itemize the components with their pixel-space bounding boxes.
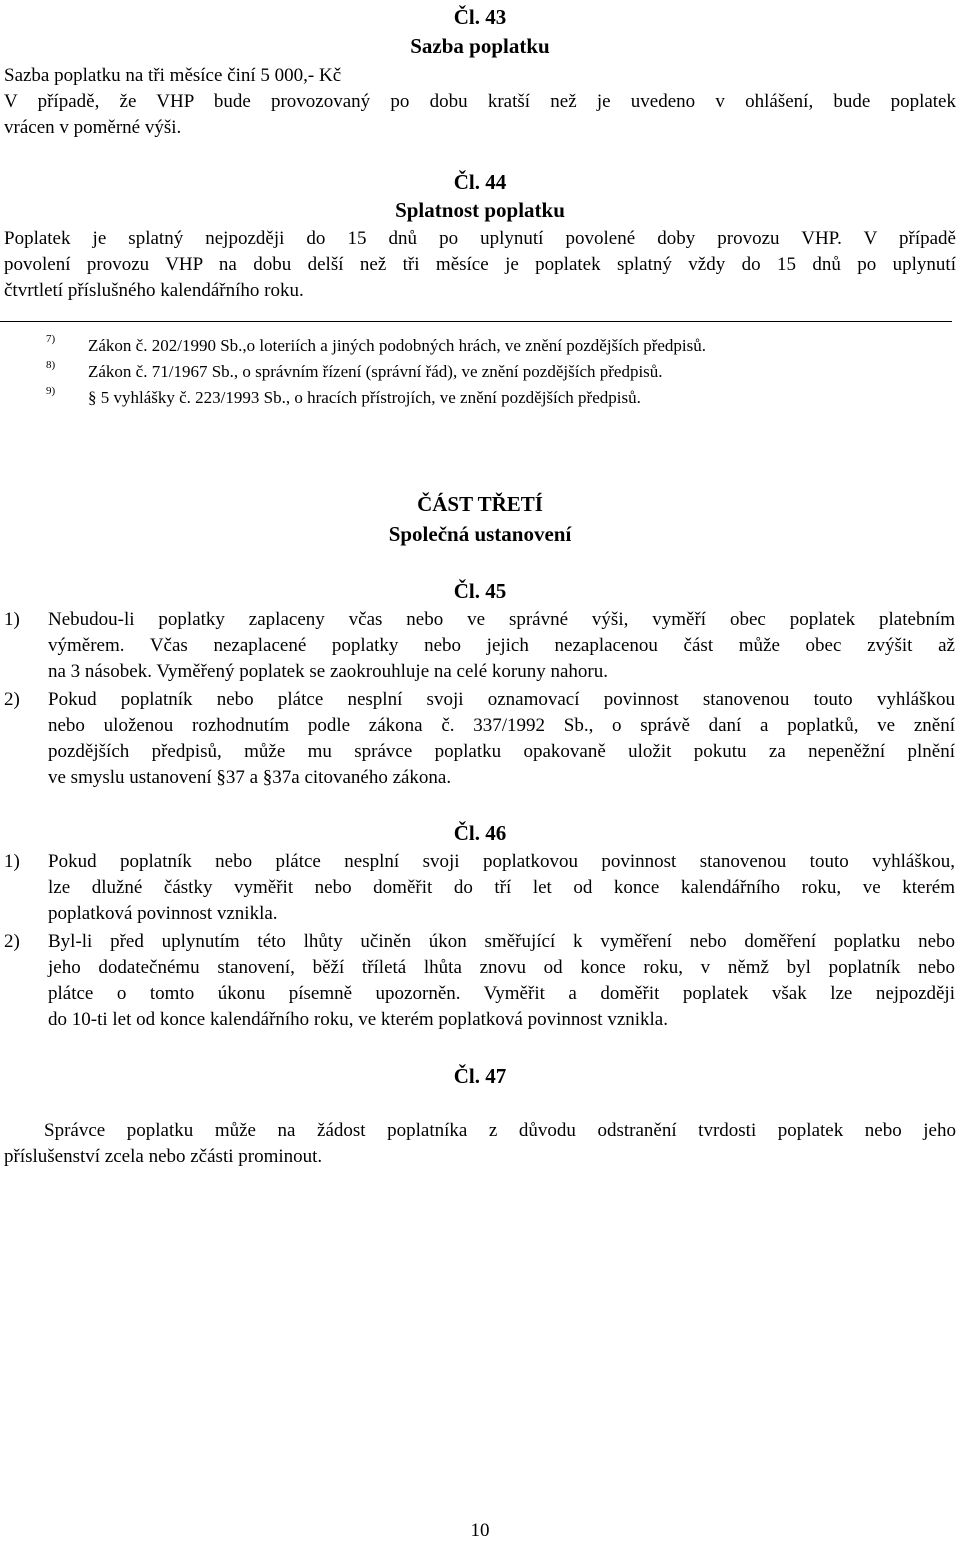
- article-47-number: Čl. 47: [453, 1064, 507, 1088]
- article-43-number: Čl. 43: [453, 5, 507, 29]
- article-47-line: příslušenství zcela nebo zčásti prominout.: [4, 1146, 323, 1167]
- footnote-separator: [0, 321, 952, 322]
- item-line: nebo uloženou rozhodnutím podle zákona č. 337/1992 Sb., o správě daní a poplatků, ve znění: [48, 715, 955, 736]
- article-44-text: [4, 226, 956, 304]
- article-44-title: Splatnost poplatku: [395, 198, 565, 222]
- item-line: Pokud poplatník nebo plátce nesplní svoji poplatkovou povinnost stanovenou touto vyhláškou,: [48, 851, 955, 872]
- item-line: do 10-ti let od konce kalendářního roku, ve kterém poplatková povinnost vznikla.: [48, 1009, 668, 1030]
- article-46-item-1: [48, 849, 955, 927]
- footnote-mark: 9): [46, 385, 56, 397]
- article-43-line: Sazba poplatku na tři měsíce činí 5 000,- Kč: [4, 65, 342, 86]
- article-43-line: V případě, že VHP bude provozovaný po dobu kratší než je uvedeno v ohlášení, bude poplatek: [4, 91, 956, 112]
- article-45-item-1: [48, 607, 955, 685]
- item-line: poplatková povinnost vznikla.: [48, 903, 278, 924]
- article-44-number: Čl. 44: [453, 170, 507, 194]
- item-number: 2): [4, 931, 20, 952]
- footnote-text: § 5 vyhlášky č. 223/1993 Sb., o hracích přístrojích, ve znění pozdějších předpisů.: [88, 388, 641, 407]
- item-line: pozdějších předpisů, může mu správce poplatku opakovaně uložit pokutu za nepeněžní plnění: [48, 741, 955, 762]
- footnote-mark: 7): [46, 333, 56, 345]
- part-3-title: ČÁST TŘETÍ: [417, 492, 543, 516]
- item-line: na 3 násobek. Vyměřený poplatek se zaokrouhluje na celé koruny nahoru.: [48, 661, 608, 682]
- item-line: jeho dodatečnému stanovení, běží tříletá lhůta znovu od konce roku, v němž byl poplatník nebo: [48, 957, 955, 978]
- item-line: plátce o tomto úkonu písemně upozorněn. Vyměřit a doměřit poplatek však lze nejpozději: [48, 983, 955, 1004]
- article-44-line: povolení provozu VHP na dobu delší než tři měsíce je poplatek splatný vždy do 15 dnů po uplynutí: [4, 254, 956, 275]
- item-line: lze dlužné částky vyměřit nebo doměřit do tří let od konce kalendářního roku, ve kterém: [48, 877, 955, 898]
- article-43-title: Sazba poplatku: [410, 34, 550, 58]
- footnote-text: Zákon č. 71/1967 Sb., o správním řízení (správní řád), ve znění pozdějších předpisů.: [88, 362, 663, 381]
- article-44-line: čtvrtletí příslušného kalendářního roku.: [4, 280, 304, 301]
- item-line: výměrem. Včas nezaplacené poplatky nebo jejich nezaplacenou část může obec zvýšit až: [48, 635, 955, 656]
- item-line: ve smyslu ustanovení §37 a §37a citovaného zákona.: [48, 767, 452, 788]
- article-47-line: Správce poplatku může na žádost poplatníka z důvodu odstranění tvrdosti poplatek nebo jeho: [44, 1120, 956, 1141]
- page-number: 10: [470, 1520, 490, 1541]
- article-44-line: Poplatek je splatný nejpozději do 15 dnů po uplynutí povolené doby provozu VHP. V případě: [4, 228, 956, 249]
- article-43-line: vrácen v poměrné výši.: [4, 117, 182, 138]
- footnote-text: Zákon č. 202/1990 Sb.,o loteriích a jiných podobných hrách, ve znění pozdějších předpisů.: [88, 336, 706, 355]
- item-number: 1): [4, 851, 20, 872]
- article-45-number: Čl. 45: [453, 579, 507, 603]
- item-line: Pokud poplatník nebo plátce nesplní svoji oznamovací povinnost stanovenou touto vyhláškou: [48, 689, 955, 710]
- item-number: 1): [4, 609, 20, 630]
- article-46-number: Čl. 46: [453, 821, 507, 845]
- item-line: Byl-li před uplynutím této lhůty učiněn úkon směřující k vyměření nebo doměření poplatku nebo: [48, 931, 955, 952]
- article-45-item-2: [48, 687, 955, 791]
- item-number: 2): [4, 689, 20, 710]
- footnote-mark: 8): [46, 359, 56, 371]
- article-47-text: [4, 1118, 956, 1170]
- article-43-text: [4, 63, 956, 141]
- item-line: Nebudou-li poplatky zaplaceny včas nebo ve správné výši, vyměří obec poplatek platebním: [48, 609, 955, 630]
- article-46-item-2: [48, 929, 955, 1033]
- part-3-subtitle: Společná ustanovení: [388, 522, 572, 546]
